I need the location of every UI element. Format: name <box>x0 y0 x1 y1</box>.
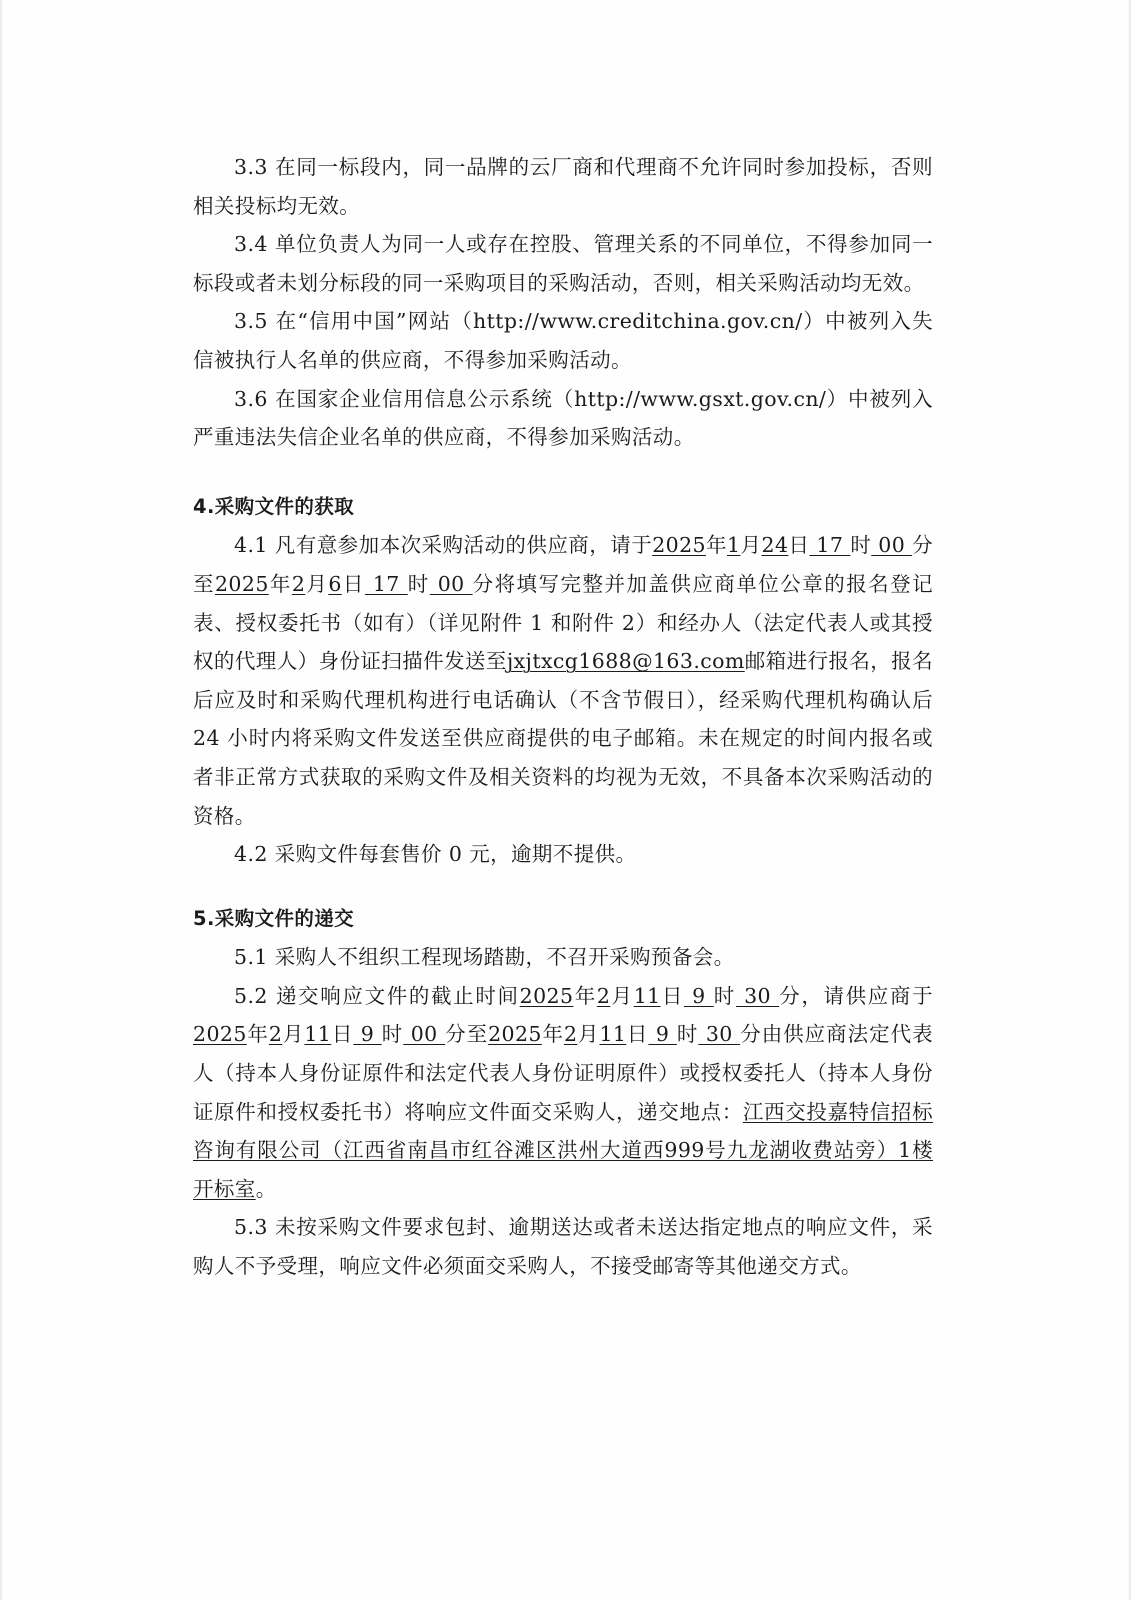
clause-5-2-text: 年 <box>541 1022 564 1047</box>
clause-3-5: 3.5 在“信用中国”网站（http://www.creditchina.gov.cn/）中被列入失信被执行人名单的供应商，不得参加采购活动。 <box>193 309 933 372</box>
deadline-hour: 9 <box>684 983 714 1008</box>
start-minute: 00 <box>871 533 913 558</box>
clause-3-4: 3.4 单位负责人为同一人或存在控股、管理关系的不同单位，不得参加同一标段或者未划分标段的同一采购项目的采购活动，否则，相关采购活动均无效。 <box>193 232 933 295</box>
window-start-month: 2 <box>268 1022 283 1047</box>
window-end-month: 2 <box>563 1022 578 1047</box>
clause-4-1-text: 月 <box>740 533 762 558</box>
section-gap <box>193 457 933 488</box>
end-year: 2025 <box>214 571 269 596</box>
clause-5-1: 5.1 采购人不组织工程现场踏勘，不召开采购预备会。 <box>234 945 735 970</box>
window-end-day: 11 <box>599 1022 627 1047</box>
clause-5-2-text: 时 <box>676 1022 699 1047</box>
end-month: 2 <box>291 571 306 596</box>
window-start-day: 11 <box>304 1022 332 1047</box>
end-day: 6 <box>328 571 342 596</box>
start-hour: 17 <box>809 533 851 558</box>
delivery-location: 江西交投嘉特信招标咨询有限公司（江西省南昌市红谷滩区洪州大道西999号九龙湖收费站旁）1楼开标室 <box>193 1099 933 1201</box>
section-gap <box>193 874 933 900</box>
clause-5-2-text: 月 <box>610 983 634 1008</box>
clause-4-2: 4.2 采购文件每套售价 0 元，逾期不提供。 <box>234 842 637 867</box>
clause-5-2-text: 月 <box>577 1022 600 1047</box>
section-4-heading: 4.采购文件的获取 <box>193 494 355 518</box>
clause-5-3: 5.3 未按采购文件要求包封、逾期送达或者未送达指定地点的响应文件，采购人不予受理，响应文件必须面交采购人，不接受邮寄等其他递交方式。 <box>193 1215 933 1279</box>
clause-4-1-text: 月 <box>305 571 329 596</box>
start-day: 24 <box>761 533 789 558</box>
clause-4-1-text: 时 <box>407 571 430 596</box>
registration-email: jxjtxcg1688@163.com <box>506 649 745 674</box>
clause-4-1-text: 日 <box>341 571 365 596</box>
clause-4-1-text: 年 <box>268 571 292 596</box>
clause-5-2 <box>193 977 933 1209</box>
window-end-minute: 30 <box>698 1022 741 1047</box>
clause-5-2-text: 年 <box>246 1022 269 1047</box>
deadline-year: 2025 <box>519 983 574 1008</box>
end-minute: 00 <box>429 571 473 596</box>
clause-5-2-text: 。 <box>255 1176 277 1201</box>
clause-5-2-text: 日 <box>331 1022 354 1047</box>
clause-3-3: 3.3 在同一标段内，同一品牌的云厂商和代理商不允许同时参加投标，否则相关投标均无效。 <box>193 155 933 218</box>
start-month: 1 <box>727 533 741 558</box>
window-start-hour: 9 <box>353 1022 382 1047</box>
clause-5-2-text: 时 <box>713 983 736 1008</box>
clause-4-1-text: 4.1 凡有意参加本次采购活动的供应商，请于 <box>234 533 653 558</box>
deadline-minute: 30 <box>735 983 780 1008</box>
end-hour: 17 <box>364 571 408 596</box>
clause-5-2-text: 分至 <box>445 1022 489 1047</box>
document-body <box>193 148 933 1286</box>
window-start-year: 2025 <box>193 1022 247 1047</box>
clause-4-1-text: 邮箱进行报名，报名后应及时和采购代理机构进行电话确认（不含节假日），经采购代理机构确认后 24 小时内将采购文件发送至供应商提供的电子邮箱。未在规定的时间内报名或者非正常方式获取的采购文件及相关资料的均视为无效，不具备本次采购活动的资格。 <box>193 649 934 828</box>
window-end-year: 2025 <box>488 1022 542 1047</box>
deadline-day: 11 <box>633 983 661 1008</box>
clause-5-2-text: 时 <box>381 1022 404 1047</box>
clause-4-1-text: 时 <box>850 533 872 558</box>
clause-5-2-text: 日 <box>626 1022 649 1047</box>
window-end-hour: 9 <box>648 1022 677 1047</box>
clause-3-6: 3.6 在国家企业信用信息公示系统（http://www.gsxt.gov.cn/）中被列入严重违法失信企业名单的供应商，不得参加采购活动。 <box>193 386 933 450</box>
clause-4-1-text: 年 <box>705 533 728 558</box>
clause-4-1-text: 分至 <box>193 533 934 596</box>
clause-4-1-text: 分将填写完整并加盖供应商单位公章的报名登记表、授权委托书（如有）（详见附件 1 和附件 2）和经办人（法定代表人或其授权的代理人）身份证扫描件发送至 <box>193 571 934 674</box>
clause-5-2-text: 月 <box>282 1022 305 1047</box>
clause-5-2-text: 年 <box>573 983 597 1008</box>
deadline-month: 2 <box>596 983 611 1008</box>
start-year: 2025 <box>652 533 706 558</box>
page-left-edge <box>0 0 3 1600</box>
window-start-minute: 00 <box>403 1022 446 1047</box>
section-5-heading: 5.采购文件的递交 <box>193 906 355 930</box>
clause-5-2-text: 5.2 递交响应文件的截止时间 <box>234 983 520 1008</box>
clause-5-2-text: 分，请供应商于 <box>779 983 933 1008</box>
clause-5-2-text: 分由供应商法定代表人（持本人身份证原件和法定代表人身份证明原件）或授权委托人（持本人身份证原件和授权委托书）将响应文件面交采购人，递交地点： <box>193 1022 933 1124</box>
clause-4-1-text: 日 <box>788 533 810 558</box>
clause-5-2-text: 日 <box>660 983 684 1008</box>
clause-4-1 <box>193 526 933 835</box>
